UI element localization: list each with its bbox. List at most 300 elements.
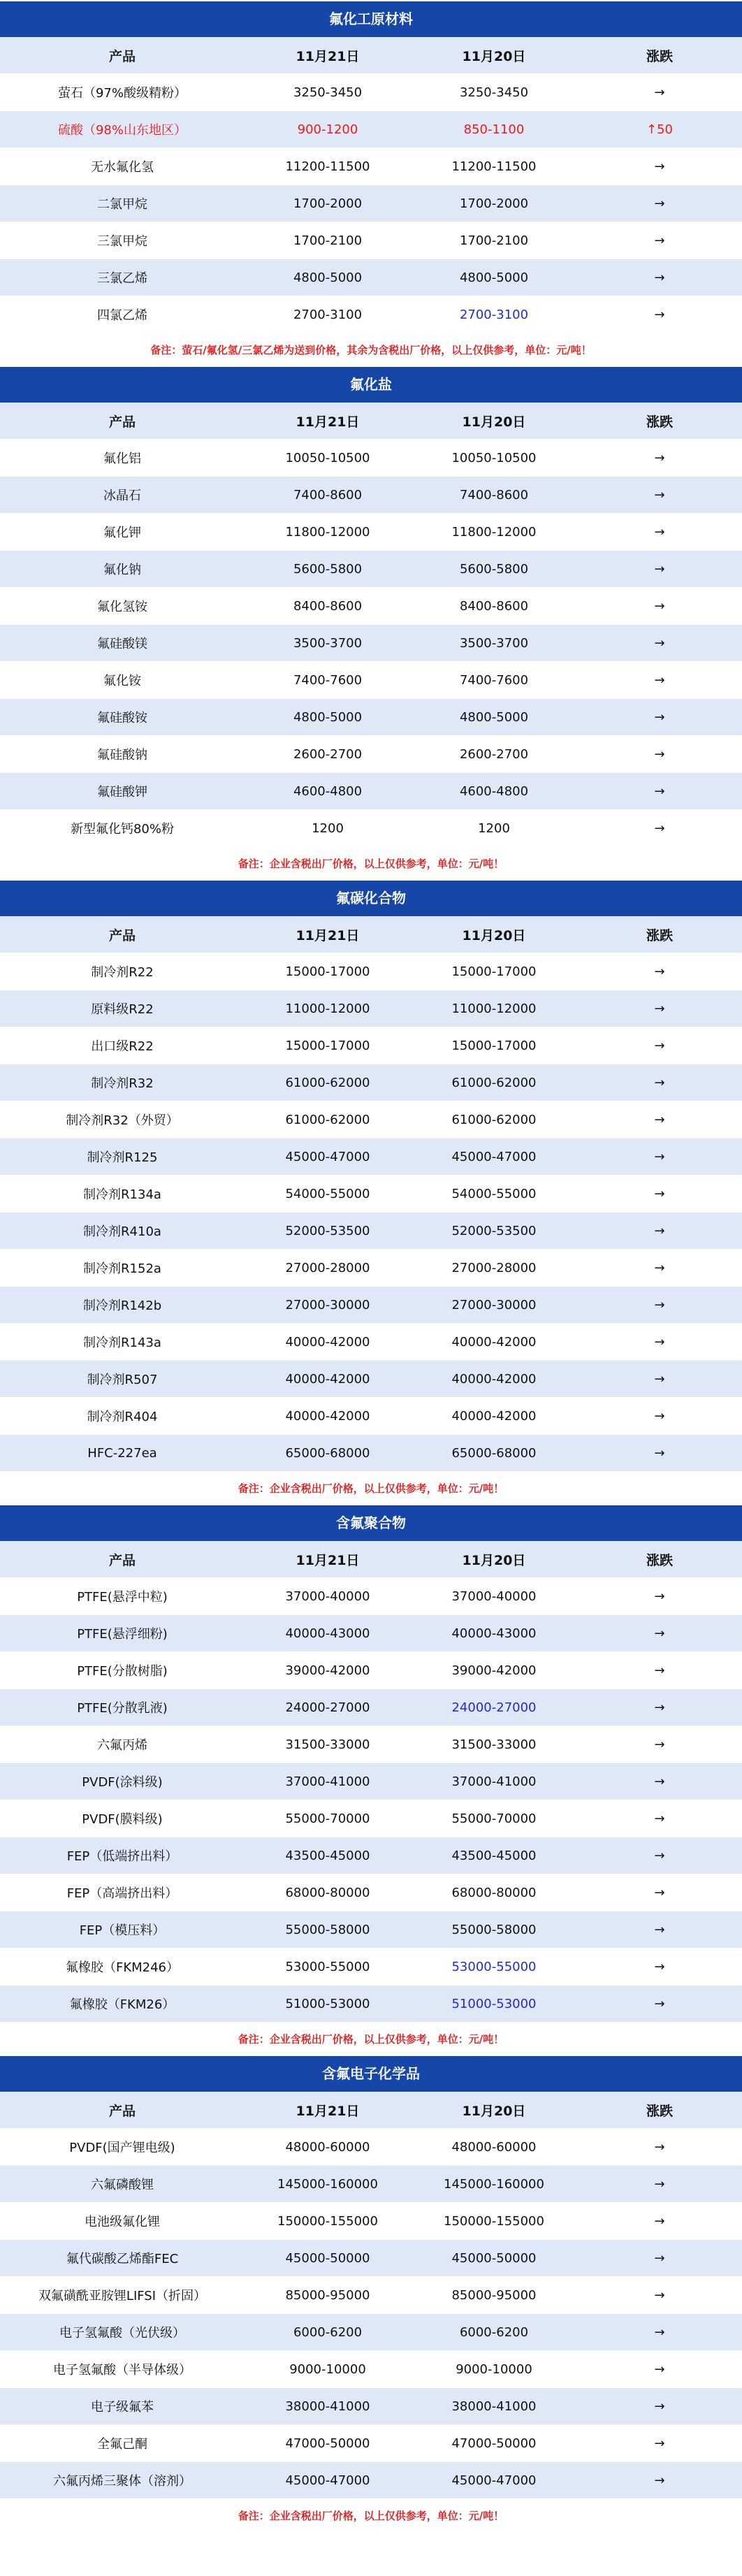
price-nov-21: 15000-17000 (285, 1038, 370, 1053)
price-change: → (654, 2324, 665, 2340)
price-nov-20: 4600-4800 (459, 783, 529, 799)
product-name: 出口级R22 (91, 1039, 154, 1054)
product-name: 氟化铵 (103, 674, 141, 688)
price-table (0, 1541, 742, 2023)
table-row (0, 1726, 742, 1763)
table-row (0, 1763, 742, 1800)
price-nov-21: 40000-42000 (285, 1408, 370, 1424)
product-name: 二氯甲烷 (97, 197, 147, 212)
price-nov-21: 900-1200 (297, 122, 358, 137)
section-title: 含氟电子化学品 (0, 2056, 742, 2092)
price-nov-21: 43500-45000 (285, 1848, 370, 1863)
price-nov-21: 4600-4800 (293, 783, 363, 799)
table-row (0, 1064, 742, 1101)
price-nov-21: 7400-8600 (293, 487, 363, 502)
section-title: 氟碳化合物 (0, 881, 742, 916)
table-row (0, 1175, 742, 1213)
price-nov-21: 53000-55000 (285, 1959, 370, 1974)
price-nov-20: 7400-8600 (459, 487, 529, 502)
table-row (0, 1213, 742, 1250)
table-row (0, 1837, 742, 1874)
price-change: → (654, 2250, 665, 2266)
date-20-header: 11月20日 (462, 927, 526, 943)
price-nov-20: 40000-42000 (451, 1334, 537, 1349)
price-nov-21: 45000-47000 (285, 2473, 370, 2488)
date-20-header: 11月20日 (462, 1552, 526, 1568)
table-row (0, 2129, 742, 2166)
price-change: → (654, 2287, 665, 2303)
price-nov-20: 31500-33000 (451, 1737, 537, 1752)
table-row (0, 1250, 742, 1287)
price-table (0, 37, 742, 333)
price-change: → (654, 1922, 665, 1937)
price-nov-20: 55000-70000 (451, 1811, 537, 1826)
price-nov-20: 54000-55000 (451, 1186, 537, 1201)
price-nov-20: 40000-42000 (451, 1408, 537, 1424)
product-name: 制冷剂R22 (91, 965, 154, 980)
product-name: 电子氢氟酸（光伏级） (59, 2326, 185, 2340)
table-row (0, 1985, 742, 2023)
table-row (0, 259, 742, 296)
product-header: 产品 (108, 48, 136, 64)
price-change: → (654, 233, 665, 248)
price-nov-21: 40000-42000 (285, 1371, 370, 1387)
table-header-row (0, 916, 742, 953)
price-change: → (654, 307, 665, 322)
product-name: PTFE(悬浮中粒) (77, 1590, 168, 1605)
price-change: → (654, 487, 665, 502)
price-nov-20: 2600-2700 (459, 746, 529, 762)
table-row (0, 74, 742, 111)
price-nov-21: 6000-6200 (293, 2324, 363, 2340)
price-nov-20: 4800-5000 (459, 270, 529, 285)
table-header-row (0, 37, 742, 74)
section-4 (0, 2056, 742, 2533)
section-0 (0, 1, 742, 367)
price-change: → (654, 1996, 665, 2011)
price-table (0, 2092, 742, 2499)
product-name: 氟橡胶（FKM246） (65, 1960, 180, 1975)
table-row (0, 1578, 742, 1615)
product-name: PVDF(国产锂电级) (69, 2141, 175, 2155)
table-row (0, 953, 742, 990)
table-row (0, 440, 742, 477)
price-change: → (654, 561, 665, 577)
price-change: → (654, 1334, 665, 1349)
price-change: → (654, 746, 665, 762)
change-header: 涨跌 (646, 48, 673, 64)
product-name: PTFE(分散树脂) (77, 1664, 168, 1679)
section-note: 备注：企业含税出厂价格，以上仅供参考，单位：元/吨！ (238, 2033, 504, 2046)
price-nov-21: 15000-17000 (285, 964, 370, 979)
product-name: 六氟丙烯 (97, 1738, 147, 1753)
table-row (0, 773, 742, 810)
price-nov-20: 43500-45000 (451, 1848, 537, 1863)
price-change: → (654, 159, 665, 174)
table-row (0, 514, 742, 551)
product-name: 双氟磺酰亚胺锂LIFSI（折固） (38, 2289, 207, 2303)
price-change: → (654, 635, 665, 651)
product-name: 制冷剂R32 (91, 1076, 154, 1091)
price-nov-20: 3500-3700 (459, 635, 529, 651)
price-table (0, 403, 742, 847)
price-nov-20: 11200-11500 (451, 159, 537, 174)
price-change: → (654, 598, 665, 614)
price-nov-21: 61000-62000 (285, 1112, 370, 1127)
price-nov-20: 150000-155000 (444, 2213, 544, 2229)
price-nov-21: 39000-42000 (285, 1663, 370, 1678)
product-name: 氟化钾 (103, 526, 141, 540)
product-name: PVDF(膜料级) (82, 1812, 163, 1827)
table-row (0, 1652, 742, 1689)
table-row (0, 699, 742, 736)
price-change: → (654, 1149, 665, 1164)
product-name: 制冷剂R507 (87, 1373, 158, 1387)
section-note: 备注：企业含税出厂价格，以上仅供参考，单位：元/吨！ (238, 1482, 504, 1495)
product-name: 氟橡胶（FKM26） (69, 1997, 175, 2012)
price-nov-21: 61000-62000 (285, 1075, 370, 1090)
table-row (0, 1361, 742, 1398)
price-nov-21: 37000-41000 (285, 1774, 370, 1789)
product-name: 六氟磷酸锂 (91, 2178, 154, 2192)
price-change: → (654, 1885, 665, 1900)
price-nov-20: 10050-10500 (451, 450, 537, 465)
table-row (0, 662, 742, 699)
table-row (0, 111, 742, 148)
date-20-header: 11月20日 (462, 2103, 526, 2119)
price-nov-21: 1700-2000 (293, 196, 363, 211)
price-nov-20: 5600-5800 (459, 561, 529, 577)
price-nov-20: 1700-2000 (459, 196, 529, 211)
price-nov-20: 37000-40000 (451, 1589, 537, 1604)
price-nov-21: 1700-2100 (293, 233, 363, 248)
product-name: 制冷剂R410a (83, 1224, 161, 1239)
price-nov-20: 51000-53000 (451, 1996, 537, 2011)
price-nov-20: 15000-17000 (451, 1038, 537, 1053)
price-nov-21: 1200 (312, 820, 344, 836)
product-name: 氟硅酸镁 (97, 637, 147, 651)
product-name: 六氟丙烯三聚体（溶剂） (53, 2474, 191, 2489)
price-change: → (654, 1811, 665, 1826)
price-nov-20: 1200 (478, 820, 510, 836)
price-change: → (654, 196, 665, 211)
price-change: → (654, 964, 665, 979)
change-header: 涨跌 (646, 1552, 673, 1568)
table-row (0, 2240, 742, 2277)
price-change: → (654, 1112, 665, 1127)
table-header-row (0, 2092, 742, 2129)
table-row (0, 2166, 742, 2203)
price-nov-20: 11000-12000 (451, 1001, 537, 1016)
section-title: 氟化工原材料 (0, 1, 742, 37)
price-change: → (654, 2361, 665, 2377)
product-name: 制冷剂R142b (82, 1298, 162, 1313)
section-title: 含氟聚合物 (0, 1505, 742, 1541)
price-change: → (654, 2436, 665, 2451)
product-name: 氟化铝 (103, 451, 141, 466)
price-nov-21: 11000-12000 (285, 1001, 370, 1016)
date-20-header: 11月20日 (462, 414, 526, 430)
price-change: → (654, 2213, 665, 2229)
table-row (0, 588, 742, 625)
price-nov-20: 11800-12000 (451, 524, 537, 540)
table-header-row (0, 403, 742, 440)
product-name: 三氯甲烷 (97, 234, 147, 249)
price-nov-21: 11800-12000 (285, 524, 370, 540)
price-change: → (654, 450, 665, 465)
product-name: 电子级氟苯 (91, 2400, 154, 2415)
table-row (0, 810, 742, 847)
product-header: 产品 (108, 2103, 136, 2119)
product-name: 氟代碳酸乙烯酯FEC (66, 2252, 179, 2266)
price-change: → (654, 524, 665, 540)
price-change: → (654, 2473, 665, 2488)
price-change: → (654, 1186, 665, 1201)
section-title: 氟化盐 (0, 367, 742, 403)
price-change: → (654, 270, 665, 285)
price-nov-20: 85000-95000 (451, 2287, 537, 2303)
table-row (0, 148, 742, 185)
product-name: 制冷剂R152a (83, 1261, 161, 1276)
price-nov-21: 145000-160000 (277, 2176, 378, 2192)
price-change: → (654, 1737, 665, 1752)
product-header: 产品 (108, 414, 136, 430)
price-nov-20: 850-1100 (463, 122, 525, 137)
price-change: → (654, 2139, 665, 2155)
product-name: 四氯乙烯 (97, 308, 147, 323)
table-row (0, 1800, 742, 1837)
price-nov-20: 52000-53500 (451, 1223, 537, 1238)
price-change: → (654, 820, 665, 836)
table-row (0, 185, 742, 222)
price-change: → (654, 1589, 665, 1604)
change-header: 涨跌 (646, 2103, 673, 2119)
price-nov-20: 65000-68000 (451, 1445, 537, 1461)
change-header: 涨跌 (646, 414, 673, 430)
table-row (0, 2425, 742, 2462)
table-row (0, 1138, 742, 1175)
table-row (0, 2388, 742, 2425)
product-name: 氟硅酸钠 (97, 748, 147, 762)
price-nov-21: 27000-30000 (285, 1297, 370, 1312)
price-nov-20: 40000-43000 (451, 1626, 537, 1641)
price-nov-20: 7400-7600 (459, 672, 529, 688)
price-nov-21: 40000-42000 (285, 1334, 370, 1349)
price-nov-21: 24000-27000 (285, 1700, 370, 1715)
price-nov-20: 53000-55000 (451, 1959, 537, 1974)
price-nov-21: 38000-41000 (285, 2398, 370, 2414)
table-row (0, 1324, 742, 1361)
price-change: → (654, 1848, 665, 1863)
price-nov-20: 2700-3100 (459, 307, 529, 322)
change-header: 涨跌 (646, 927, 673, 943)
table-row (0, 1398, 742, 1435)
date-20-header: 11月20日 (462, 48, 526, 64)
product-name: 电池级氟化锂 (85, 2215, 160, 2229)
price-change: → (654, 709, 665, 725)
product-name: FEP（模压料） (79, 1923, 166, 1938)
price-nov-21: 47000-50000 (285, 2436, 370, 2451)
price-nov-21: 45000-47000 (285, 1149, 370, 1164)
price-change: → (654, 1445, 665, 1461)
price-change: → (654, 1626, 665, 1641)
price-nov-21: 55000-58000 (285, 1922, 370, 1937)
price-nov-20: 37000-41000 (451, 1774, 537, 1789)
price-nov-21: 5600-5800 (293, 561, 363, 577)
price-nov-20: 61000-62000 (451, 1112, 537, 1127)
product-name: 全氟己酮 (97, 2437, 147, 2452)
price-change: → (654, 2176, 665, 2192)
price-nov-20: 3250-3450 (459, 85, 529, 100)
price-nov-21: 8400-8600 (293, 598, 363, 614)
product-name: PTFE(悬浮细粉) (77, 1627, 168, 1642)
price-change: → (654, 2398, 665, 2414)
product-name: 原料级R22 (91, 1002, 154, 1017)
section-2 (0, 881, 742, 1505)
price-nov-20: 1700-2100 (459, 233, 529, 248)
product-name: 制冷剂R143a (83, 1336, 161, 1350)
product-name: 三氯乙烯 (97, 271, 147, 286)
price-nov-21: 150000-155000 (277, 2213, 378, 2229)
product-name: FEP（低端挤出料） (66, 1849, 178, 1864)
product-name: 氟化氢铵 (97, 600, 147, 614)
product-name: 制冷剂R404 (87, 1410, 158, 1424)
product-name: PVDF(涂料级) (82, 1775, 163, 1790)
date-21-header: 11月21日 (296, 48, 360, 64)
table-row (0, 1689, 742, 1726)
price-nov-20: 8400-8600 (459, 598, 529, 614)
product-name: 无水氟化氢 (91, 160, 154, 175)
product-name: HFC-227ea (87, 1445, 157, 1461)
price-nov-20: 27000-28000 (451, 1260, 537, 1275)
product-name: 萤石（97%酸级精粉） (57, 86, 187, 101)
table-row (0, 2277, 742, 2314)
price-nov-20: 39000-42000 (451, 1663, 537, 1678)
price-change: → (654, 783, 665, 799)
price-nov-21: 45000-50000 (285, 2250, 370, 2266)
price-nov-21: 52000-53500 (285, 1223, 370, 1238)
table-row (0, 296, 742, 333)
price-change: → (654, 1260, 665, 1275)
table-row (0, 551, 742, 588)
price-nov-21: 4800-5000 (293, 709, 363, 725)
table-row (0, 1027, 742, 1064)
price-change: ↑50 (646, 122, 673, 137)
price-change: → (654, 85, 665, 100)
section-note: 备注：企业含税出厂价格，以上仅供参考，单位：元/吨！ (238, 858, 504, 870)
price-nov-20: 24000-27000 (451, 1700, 537, 1715)
product-name: PTFE(分散乳液) (77, 1701, 168, 1716)
price-change: → (654, 1297, 665, 1312)
product-name: 氟硅酸钾 (97, 785, 147, 799)
price-nov-21: 37000-40000 (285, 1589, 370, 1604)
price-nov-20: 9000-10000 (456, 2361, 532, 2377)
price-nov-21: 51000-53000 (285, 1996, 370, 2011)
product-name: 氟硅酸铵 (97, 711, 147, 725)
price-table (0, 916, 742, 1472)
price-nov-21: 31500-33000 (285, 1737, 370, 1752)
price-change: → (654, 1075, 665, 1090)
product-name: 新型氟化钙80%粉 (70, 822, 174, 837)
date-21-header: 11月21日 (296, 2103, 360, 2119)
price-nov-20: 47000-50000 (451, 2436, 537, 2451)
price-nov-21: 9000-10000 (289, 2361, 366, 2377)
price-nov-20: 48000-60000 (451, 2139, 537, 2155)
price-change: → (654, 1408, 665, 1424)
product-header: 产品 (108, 1552, 136, 1568)
price-nov-20: 27000-30000 (451, 1297, 537, 1312)
section-note: 备注：企业含税出厂价格，以上仅供参考，单位：元/吨！ (238, 2510, 504, 2522)
price-nov-21: 3250-3450 (293, 85, 363, 100)
price-nov-20: 38000-41000 (451, 2398, 537, 2414)
price-nov-21: 11200-11500 (285, 159, 370, 174)
price-nov-21: 68000-80000 (285, 1885, 370, 1900)
product-name: 电子氢氟酸（半导体级） (53, 2363, 191, 2378)
price-nov-20: 15000-17000 (451, 964, 537, 979)
date-21-header: 11月21日 (296, 414, 360, 430)
table-row (0, 1101, 742, 1138)
price-nov-20: 45000-50000 (451, 2250, 537, 2266)
price-change: → (654, 1663, 665, 1678)
price-change: → (654, 1371, 665, 1387)
table-row (0, 1948, 742, 1985)
table-row (0, 1911, 742, 1948)
price-nov-20: 55000-58000 (451, 1922, 537, 1937)
price-nov-21: 55000-70000 (285, 1811, 370, 1826)
table-row (0, 1874, 742, 1911)
price-change: → (654, 1959, 665, 1974)
price-nov-21: 2600-2700 (293, 746, 363, 762)
price-nov-21: 7400-7600 (293, 672, 363, 688)
table-row (0, 1435, 742, 1472)
price-nov-21: 85000-95000 (285, 2287, 370, 2303)
price-nov-21: 27000-28000 (285, 1260, 370, 1275)
product-name: FEP（高端挤出料） (66, 1886, 178, 1901)
section-note: 备注：萤石/氟化氢/三氯乙烯为送到价格，其余为含税出厂价格，以上仅供参考，单位：元/吨！ (150, 344, 592, 356)
price-nov-20: 45000-47000 (451, 2473, 537, 2488)
table-row (0, 736, 742, 773)
table-row (0, 990, 742, 1027)
price-nov-21: 4800-5000 (293, 270, 363, 285)
table-row (0, 625, 742, 662)
table-row (0, 2351, 742, 2388)
price-nov-21: 65000-68000 (285, 1445, 370, 1461)
table-row (0, 1615, 742, 1652)
date-21-header: 11月21日 (296, 1552, 360, 1568)
price-nov-21: 48000-60000 (285, 2139, 370, 2155)
product-name: 制冷剂R32（外贸） (66, 1113, 179, 1128)
product-name: 制冷剂R134a (83, 1187, 161, 1202)
price-nov-21: 54000-55000 (285, 1186, 370, 1201)
table-row (0, 2314, 742, 2351)
table-row (0, 1287, 742, 1324)
price-nov-21: 2700-3100 (293, 307, 363, 322)
table-row (0, 2203, 742, 2240)
price-change: → (654, 1700, 665, 1715)
product-header: 产品 (108, 927, 136, 943)
price-change: → (654, 672, 665, 688)
product-name: 冰晶石 (103, 489, 141, 503)
price-nov-21: 40000-43000 (285, 1626, 370, 1641)
price-change: → (654, 1223, 665, 1238)
date-21-header: 11月21日 (296, 927, 360, 943)
price-nov-20: 4800-5000 (459, 709, 529, 725)
product-name: 硫酸（98%山东地区） (57, 123, 187, 138)
price-nov-20: 61000-62000 (451, 1075, 537, 1090)
price-nov-21: 10050-10500 (285, 450, 370, 465)
price-nov-20: 68000-80000 (451, 1885, 537, 1900)
product-name: 氟化钠 (103, 563, 141, 577)
